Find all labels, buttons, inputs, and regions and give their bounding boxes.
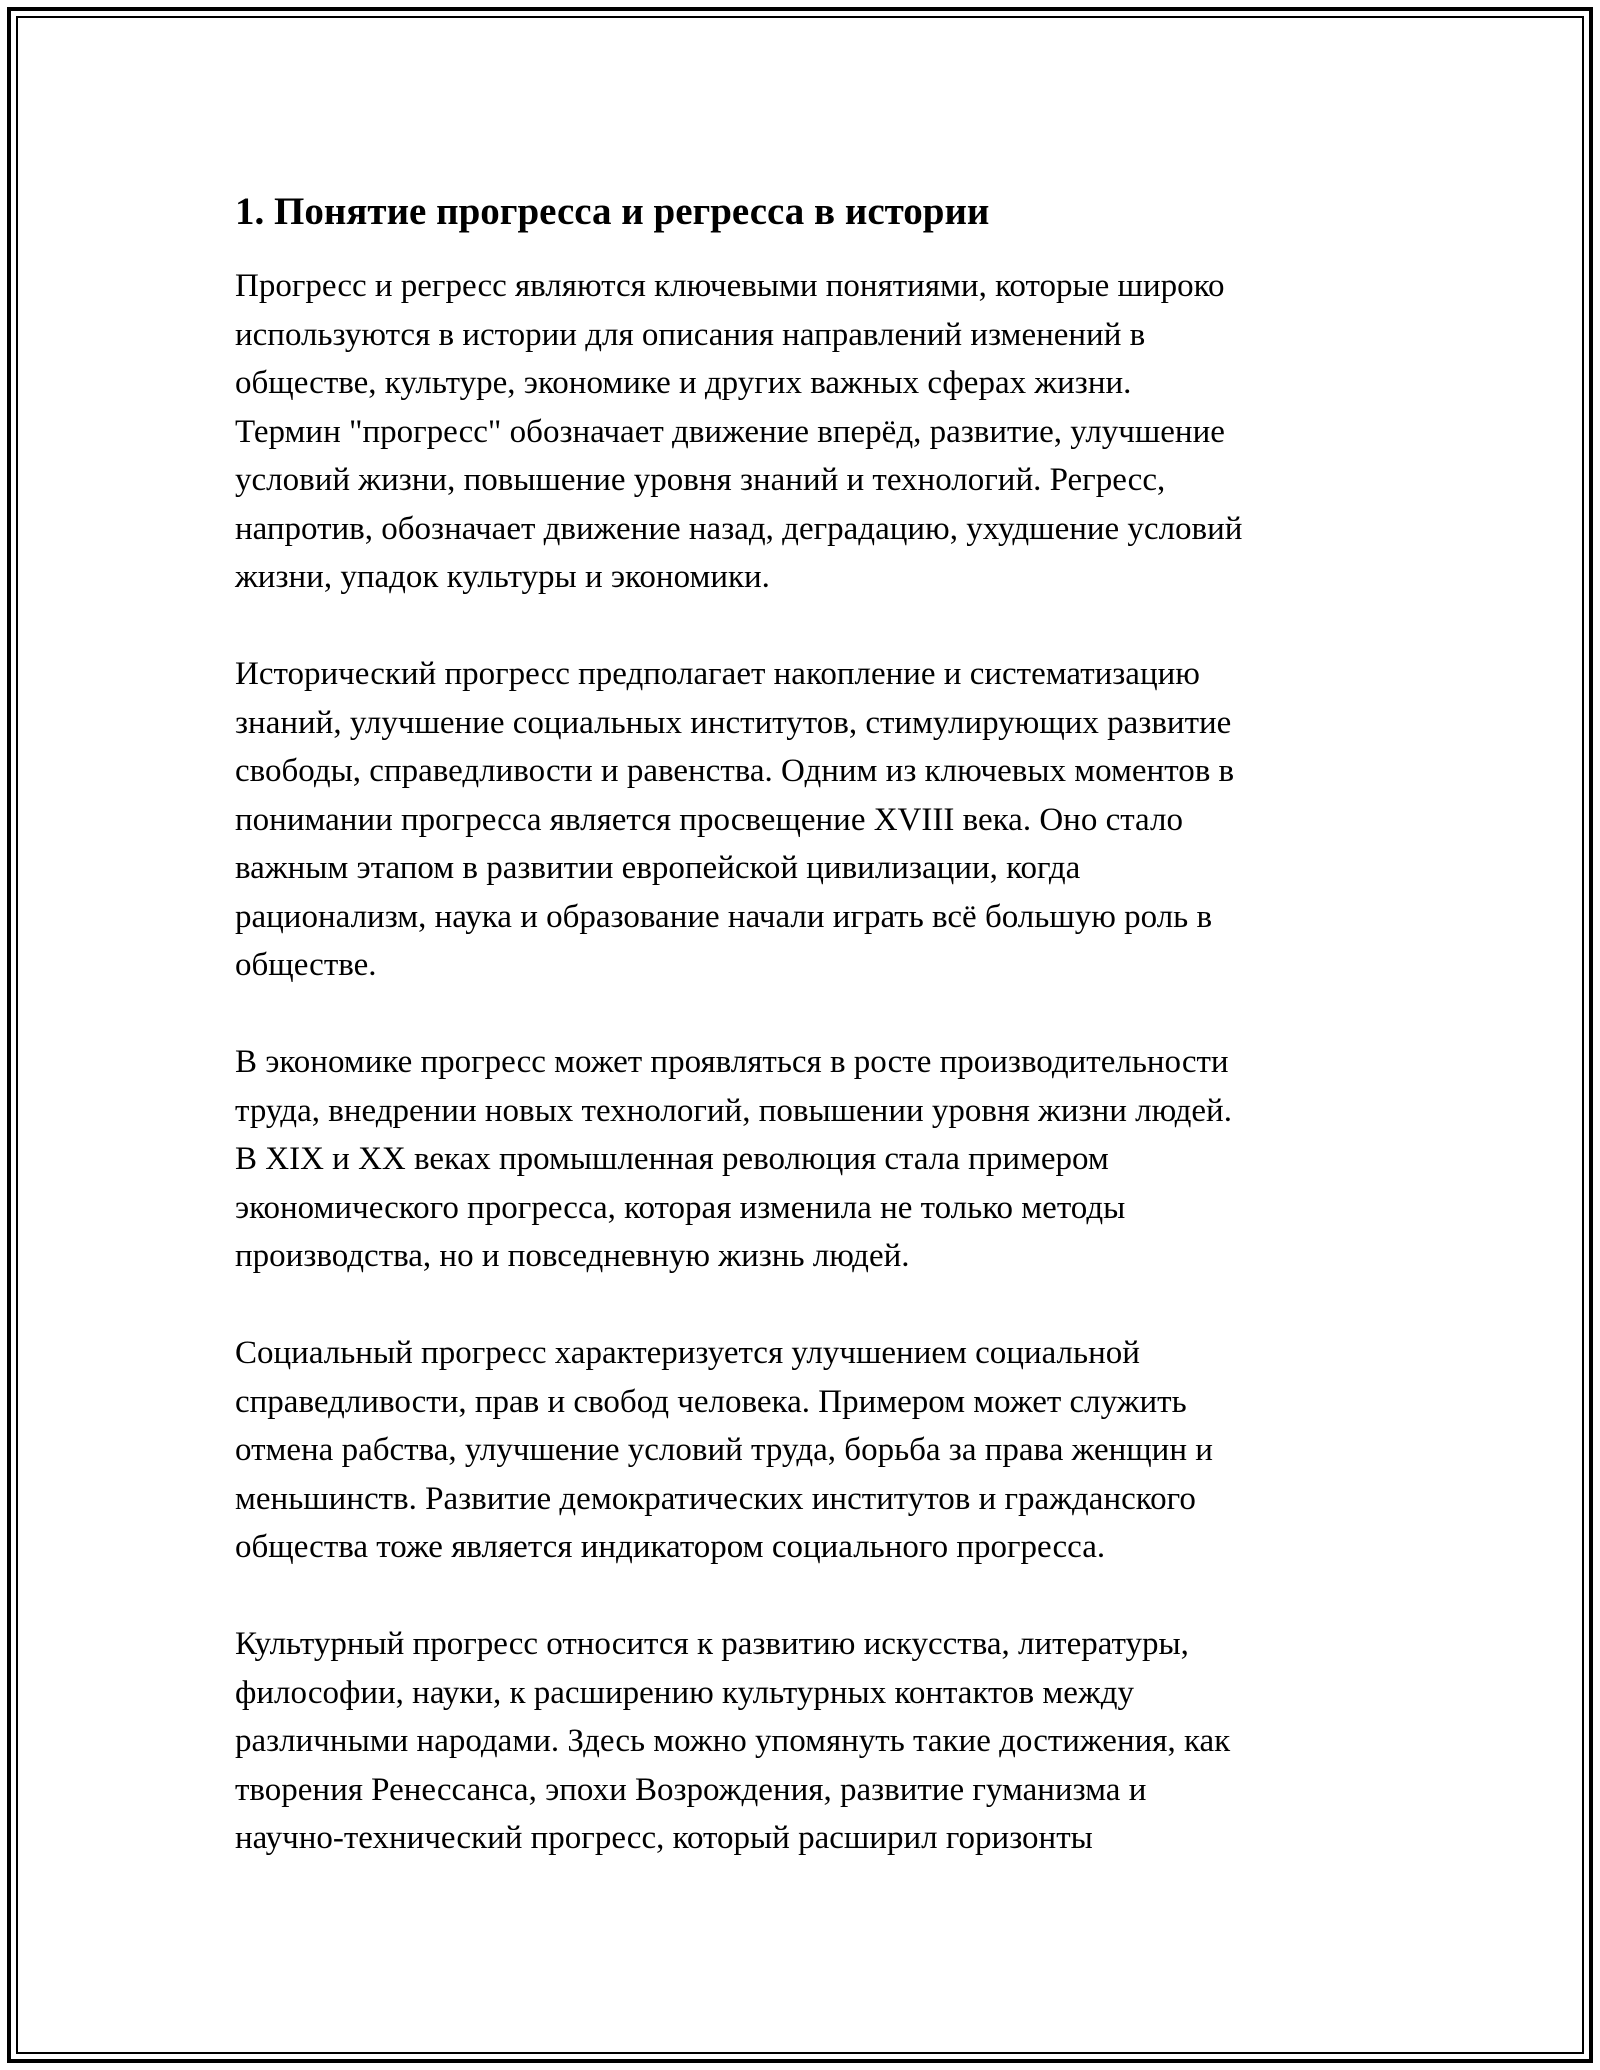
paragraph-line: Термин "прогресс" обозначает движение вперёд, развитие, улучшение bbox=[235, 413, 1225, 450]
document-body bbox=[235, 188, 1385, 1911]
paragraph-line: напротив, обозначает движение назад, деградацию, ухудшение условий bbox=[235, 510, 1243, 547]
paragraph-line: труда, внедрении новых технологий, повышении уровня жизни людей. bbox=[235, 1092, 1232, 1129]
paragraph-line: обществе, культуре, экономике и других важных сферах жизни. bbox=[235, 365, 1132, 401]
section-heading: 1. Понятие прогресса и регресса в истории bbox=[235, 190, 990, 233]
paragraph-line: жизни, упадок культуры и экономики. bbox=[235, 559, 770, 595]
paragraph-line: рационализм, наука и образование начали играть всё большую роль в bbox=[235, 898, 1213, 935]
paragraph-line: В XIX и XX веках промышленная революция стала примером bbox=[235, 1141, 1109, 1177]
paragraph-line: условий жизни, повышение уровня знаний и технологий. Регресс, bbox=[235, 462, 1166, 498]
paragraph-line: Социальный прогресс характеризуется улучшением социальной bbox=[235, 1335, 1140, 1371]
paragraph-line: отмена рабства, улучшение условий труда, борьба за права женщин и bbox=[235, 1432, 1213, 1468]
paragraph bbox=[235, 650, 1385, 990]
paragraph-line: свободы, справедливости и равенства. Одним из ключевых моментов в bbox=[235, 753, 1235, 789]
paragraph-line: меньшинств. Развитие демократических институтов и гражданского bbox=[235, 1480, 1196, 1517]
paragraph-line: Исторический прогресс предполагает накопление и систематизацию bbox=[235, 656, 1200, 692]
paragraph-line: знаний, улучшение социальных институтов, стимулирующих развитие bbox=[235, 704, 1232, 741]
paragraph-line: философии, науки, к расширению культурных контактов между bbox=[235, 1674, 1134, 1711]
paragraph-line: научно-технический прогресс, который расширил горизонты bbox=[235, 1820, 1093, 1856]
paragraph-line: понимании прогресса является просвещение XVIII века. Оно стало bbox=[235, 801, 1183, 838]
paragraph-line: творения Ренессанса, эпохи Возрождения, развитие гуманизма и bbox=[235, 1771, 1147, 1808]
paragraph-line: Прогресс и регресс являются ключевыми понятиями, которые широко bbox=[235, 268, 1225, 304]
paragraph-line: различными народами. Здесь можно упомянуть такие достижения, как bbox=[235, 1723, 1231, 1759]
paragraph bbox=[235, 1620, 1385, 1863]
paragraph bbox=[235, 262, 1385, 602]
paragraph-line: производства, но и повседневную жизнь людей. bbox=[235, 1238, 910, 1274]
paragraph-line: используются в истории для описания направлений изменений в bbox=[235, 316, 1146, 353]
paragraph-container bbox=[235, 262, 1385, 1863]
paragraph bbox=[235, 1038, 1385, 1281]
paragraph-line: общества тоже является индикатором социального прогресса. bbox=[235, 1529, 1106, 1565]
paragraph bbox=[235, 1329, 1385, 1572]
paragraph-line: В экономике прогресс может проявляться в росте производительности bbox=[235, 1044, 1229, 1080]
paragraph-line: обществе. bbox=[235, 947, 377, 983]
paragraph-line: важным этапом в развитии европейской цивилизации, когда bbox=[235, 850, 1081, 886]
paragraph-line: экономического прогресса, которая изменила не только методы bbox=[235, 1189, 1126, 1226]
paragraph-line: справедливости, прав и свобод человека. Примером может служить bbox=[235, 1383, 1187, 1420]
paragraph-line: Культурный прогресс относится к развитию искусства, литературы, bbox=[235, 1626, 1189, 1662]
